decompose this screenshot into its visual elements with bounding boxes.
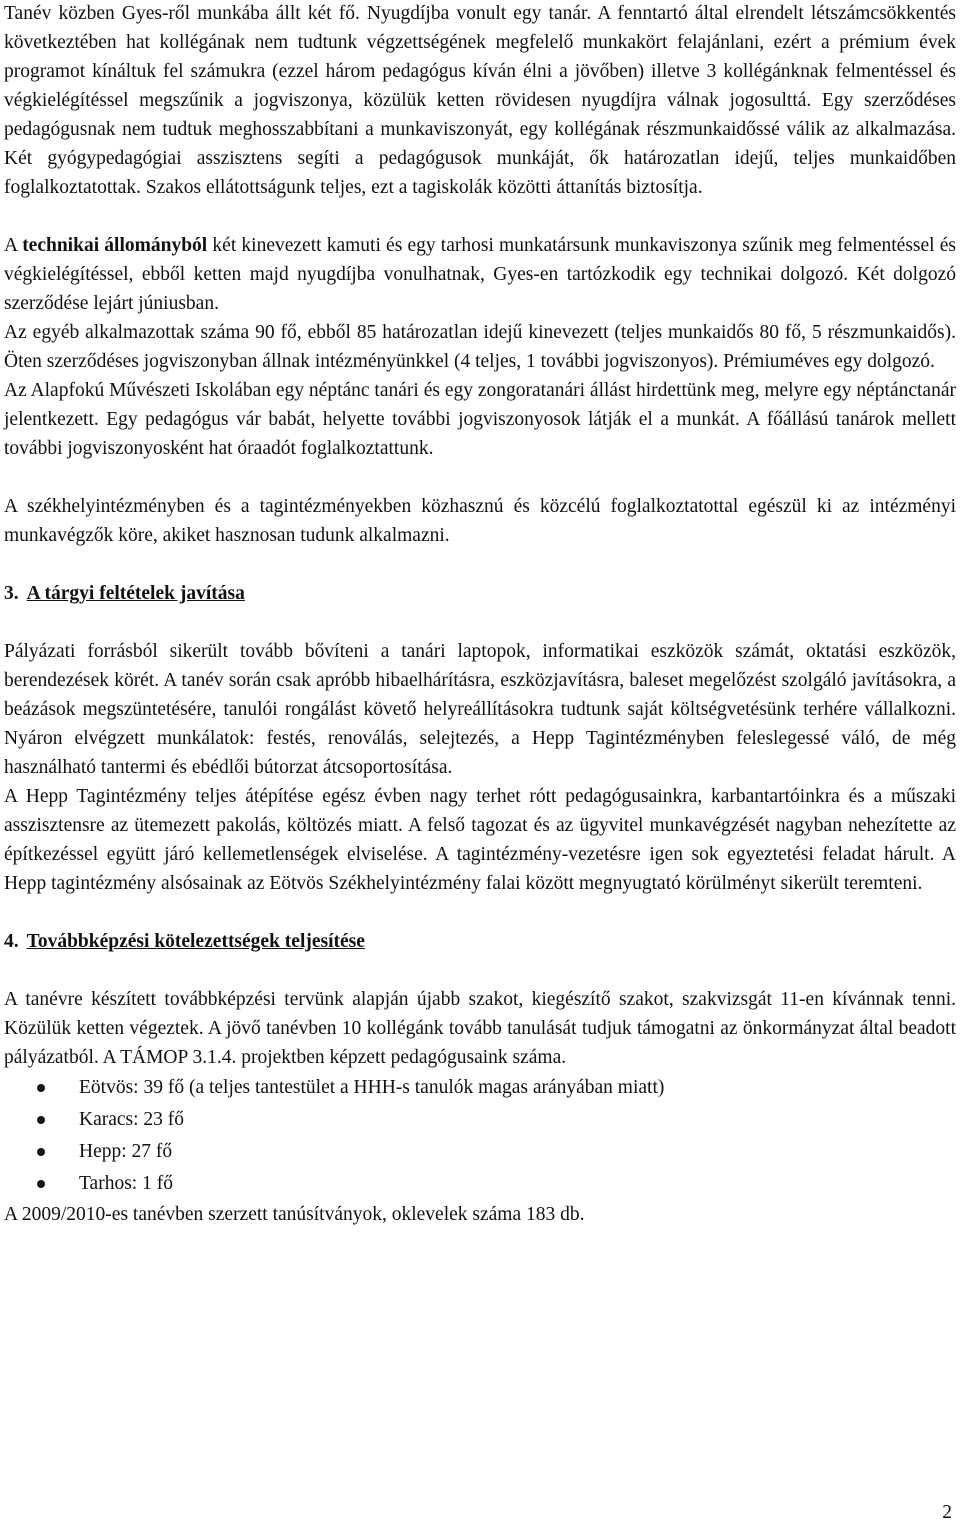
paragraph-art-school: Az Alapfokú Művészeti Iskolában egy néptánc tanári és egy zongoratanári állást hirdettünk meg, melyre egy néptánctanár jelentkezett. Egy pedagógus vár babát, helyette további jogviszonyosok látják el a munkát. A főállású tanárok mellett további jogviszonyosként hat óraadót foglalkoztattunk. — [4, 380, 956, 459]
spacer — [4, 898, 956, 927]
bullet-icon — [37, 1180, 45, 1188]
list-item — [4, 1072, 956, 1104]
list-item — [4, 1168, 956, 1200]
document-page — [4, 0, 956, 1229]
bold-term: technikai állományból — [22, 235, 208, 256]
list-item-text: Tarhos: 1 fő — [79, 1173, 173, 1194]
section-title: A tárgyi feltételek javítása — [26, 583, 245, 604]
list-item — [4, 1136, 956, 1168]
bullet-icon — [37, 1116, 45, 1124]
paragraph-training-plan: A tanévre készített továbbképzési tervünk alapján újabb szakot, kiegészítő szakot, szakvizsgát 11-en kívánnak tenni. Közülük ketten végeztek. A jövő tanévben 10 kollégánk tovább tanulását tudjuk támogatni az önkormányzat által beadott pályázatból. A TÁMOP 3.1.4. projektben képzett pedagógusaink száma. — [4, 989, 956, 1068]
section-title: Továbbképzési kötelezettségek teljesítése — [26, 931, 365, 952]
paragraph-hepp-rebuild: A Hepp Tagintézmény teljes átépítése egész évben nagy terhet rótt pedagógusainkra, karbantartóinkra és a műszaki asszisztensre az ütemezett pakolás, költözés miatt. A felső tagozat és az ügyvitel munkavégzését nagyban nehezítette az építkezéssel együtt járó kellemetlenségek elviselése. A tagintézmény-vezetésre igen sok egyeztetési feladat hárult. A Hepp tagintézmény alsósainak az Eötvös Székhelyintézmény falai között megnyugtató körülményt sikerült teremteni. — [4, 786, 956, 894]
page-number: 2 — [942, 1502, 952, 1523]
section-number: 4. — [4, 931, 19, 952]
list-item-text: Karacs: 23 fő — [79, 1109, 185, 1130]
paragraph-other-employees: Az egyéb alkalmazottak száma 90 fő, ebből 85 határozatlan idejű kinevezett (teljes munkaidős 80 fő, 5 részmunkaidős). Öten szerződéses jogviszonyban állnak intézményünkkel (4 teljes, 1 további jogviszonyos). Prémiuméves egy dolgozó. — [4, 322, 956, 372]
paragraph-technical-staff — [4, 231, 956, 318]
paragraph-equipment: Pályázati forrásból sikerült tovább bővíteni a tanári laptopok, informatikai eszközök számát, oktatási eszközök, berendezések körét. A tanév során csak apróbb hibaelhárításra, eszközjavításra, baleset megelőzést szolgáló javításokra, a beázások megszüntetésére, tanulói rongálást követő helyreállításokra tudtunk saját költségvetésünk terhére vállalkozni. Nyáron elvégzett munkálatok: festés, renoválás, selejtezés, a Hepp Tagintézményben feleslegessé váló, de még használható tantermi és ebédlői bútorzat átcsoportosítása. — [4, 641, 956, 778]
paragraph-public-employment: A székhelyintézményben és a tagintézményekben közhasznú és közcélú foglalkoztatottal egészül ki az intézményi munkavégzők köre, akiket hasznosan tudunk alkalmazni. — [4, 496, 956, 546]
section-heading-4 — [4, 927, 956, 956]
paragraph-staff-changes: Tanév közben Gyes-ről munkába állt két fő. Nyugdíjba vonult egy tanár. A fenntartó által elrendelt létszámcsökkentés következtében hat kollégának nem tudtunk végzettségének megfelelő munkakört felajánlani, ezért a prémium évek programot kínáltuk fel számukra (ezzel három pedagógus kíván élni a jövőben) illetve 3 kollégánknak felmentéssel és végkielégítéssel megszűnik a jogviszonya, közülük ketten rövidesen nyugdíjra válnak jogosulttá. Egy szerződéses pedagógusnak nem tudtuk meghosszabbítani a munkaviszonyát, egy kollégának részmunkaidőssé válik az alkalmazása. Két gyógypedagógiai asszisztens segíti a pedagógusok munkáját, ők határozatlan idejű, teljes munkaidőben foglalkoztatottak. Szakos ellátottságunk teljes, ezt a tagiskolák közötti áttanítás biztosítja. — [4, 3, 956, 198]
list-item-text: Eötvös: 39 fő (a teljes tantestület a HHH-s tanulók magas arányában miatt) — [79, 1077, 665, 1098]
section-number: 3. — [4, 583, 19, 604]
paragraph-certificates: A 2009/2010-es tanévben szerzett tanúsítványok, oklevelek száma 183 db. — [4, 1204, 585, 1225]
spacer — [4, 202, 956, 231]
section-heading-3 — [4, 579, 956, 608]
list-item-text: Hepp: 27 fő — [79, 1141, 173, 1162]
spacer — [4, 550, 956, 579]
spacer — [4, 608, 956, 637]
list-item — [4, 1104, 956, 1136]
spacer — [4, 463, 956, 492]
bullet-icon — [37, 1148, 45, 1156]
bullet-icon — [37, 1084, 45, 1092]
text-fragment: A — [4, 235, 23, 256]
spacer — [4, 956, 956, 985]
bullet-list — [4, 1072, 956, 1200]
text-fragment: két kinevezett kamuti és egy tarhosi munkatársunk munkaviszonya szűnik meg felmentéssel és végkielégítéssel, ebből ketten majd nyugdíjba vonulhatnak, Gyes-en tartózkodik egy technikai dolgozó. Két dolgozó szerződése lejárt júniusban. — [4, 235, 956, 314]
